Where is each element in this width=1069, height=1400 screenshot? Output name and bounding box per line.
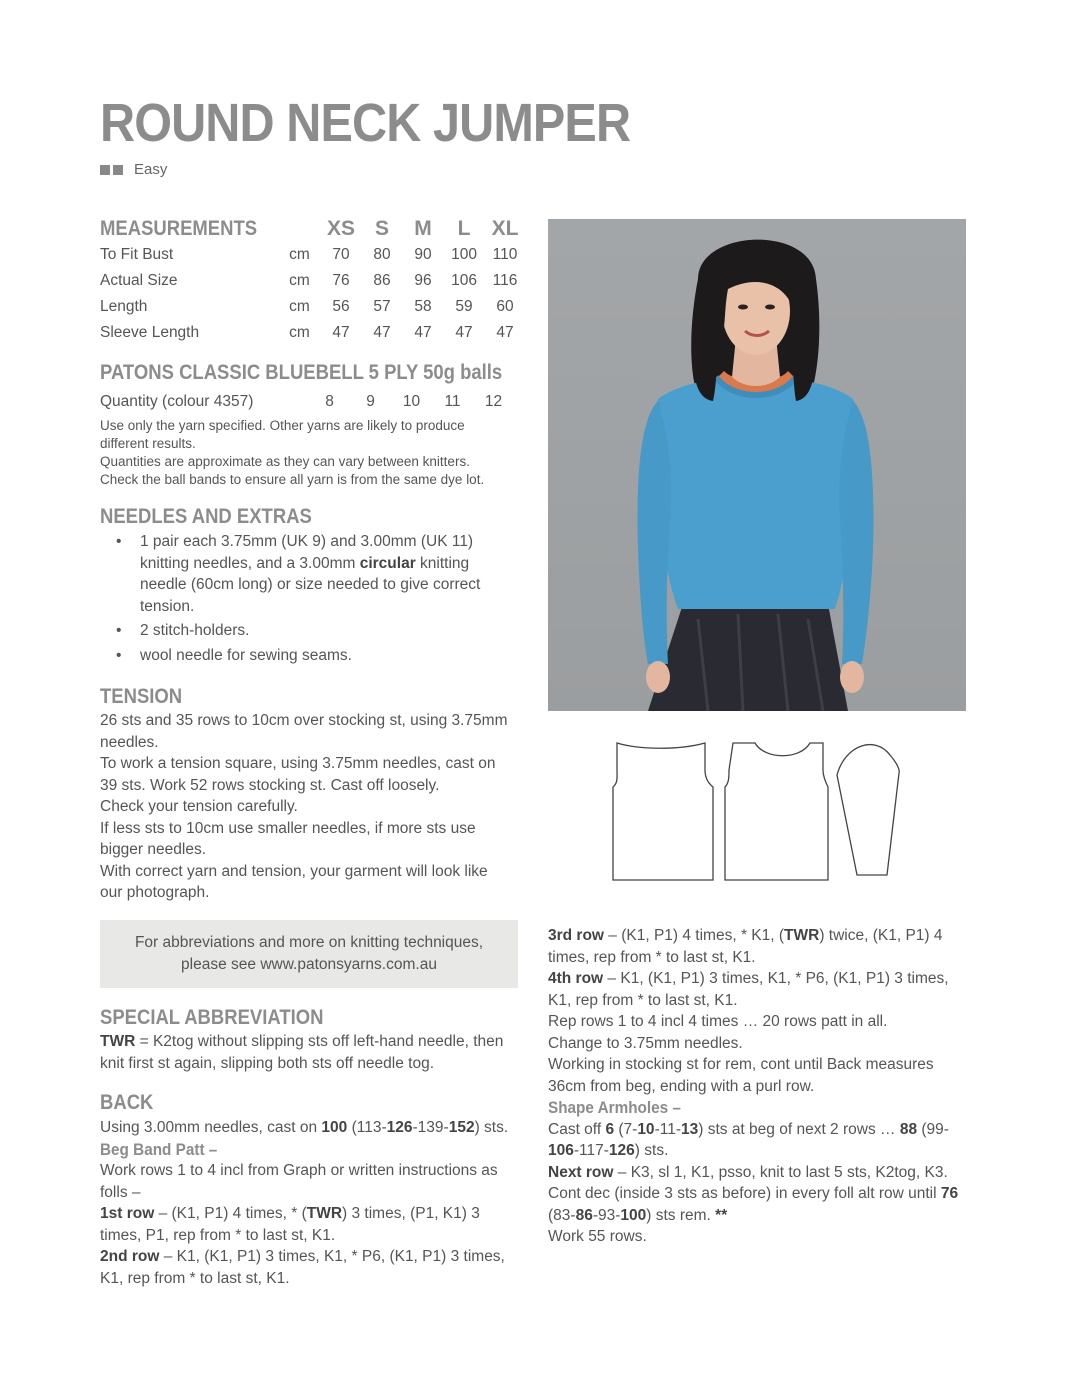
size-header: S (375, 217, 390, 240)
size-header: XL (491, 217, 519, 240)
cell-value: 116 (492, 272, 518, 289)
cell-value: 96 (414, 272, 432, 289)
paragraph: If less sts to 10cm use smaller needles, if more sts use bigger needles. (100, 819, 476, 858)
cell-value: 47 (332, 324, 350, 341)
back-instructions (100, 1117, 520, 1289)
cell-value: 90 (414, 246, 432, 263)
cell-value: 56 (332, 298, 350, 315)
paragraph: With correct yarn and tension, your garment will look like our photograph. (100, 862, 488, 901)
garment-schematics (605, 735, 905, 885)
measurements-table (100, 216, 526, 346)
difficulty-rating (100, 161, 167, 178)
row-unit: cm (289, 246, 310, 263)
special-abbreviation-heading: SPECIAL ABBREVIATION (100, 1006, 324, 1029)
note-line: For abbreviations and more on knitting techniques, (134, 934, 484, 951)
sleeve-schematic (837, 745, 899, 875)
table-row (100, 320, 526, 346)
paragraph: Using 3.00mm needles, cast on 100 (113-126-139-152) sts. (100, 1119, 509, 1136)
cell-value: 58 (414, 298, 432, 315)
model-photo (548, 219, 966, 711)
size-header: XS (327, 217, 356, 240)
yarn-heading: PATONS CLASSIC BLUEBELL 5 PLY 50g balls (100, 361, 503, 384)
cell-value: 47 (455, 324, 473, 341)
list-item: • wool needle for sewing seams. (140, 645, 510, 667)
yarn-note: Quantities are approximate as they can vary between knitters. Check the ball bands to ensure all yarn is from the same dye lot. (100, 454, 485, 487)
cell-value: 76 (332, 272, 350, 289)
back-schematic (613, 743, 713, 880)
cell-value: 110 (492, 246, 518, 263)
cell-value: 8 (325, 393, 334, 410)
table-row (100, 268, 526, 294)
tension-heading: TENSION (100, 685, 183, 708)
row-label: Sleeve Length (100, 324, 200, 341)
abbreviations-note-box (100, 920, 518, 988)
difficulty-square-icon (100, 165, 110, 175)
cell-value: 100 (451, 246, 477, 263)
paragraph: Check your tension carefully. (100, 798, 298, 815)
cell-value: 86 (373, 272, 391, 289)
cell-value: 80 (373, 246, 391, 263)
needles-list (100, 531, 510, 669)
row-label: Length (100, 298, 148, 315)
sub-heading: Beg Band Patt – (100, 1139, 218, 1159)
special-abbreviation-text: TWR = K2tog without slipping sts off left-hand needle, then knit first st again, slipping both sts off needle tog. (100, 1033, 504, 1072)
paragraph: To work a tension square, using 3.75mm needles, cast on 39 sts. Work 52 rows stocking st. Cast off loosely. (100, 755, 496, 794)
difficulty-label: Easy (134, 161, 168, 178)
paragraph: Work rows 1 to 4 incl from Graph or written instructions as folls – (100, 1162, 498, 1201)
list-item: • 2 stitch-holders. (140, 620, 510, 642)
list-item: • 1 pair each 3.75mm (UK 9) and 3.00mm (UK 11) knitting needles, and a 3.00mm circular knitting needle (60cm long) or size needed to give correct tension. (140, 531, 510, 617)
row-unit: cm (289, 324, 310, 341)
paragraph: Cont dec (inside 3 sts as before) in every foll alt row until 76 (83-86-93-100) sts rem. ** (548, 1185, 959, 1224)
cell-value: 9 (366, 393, 375, 410)
front-schematic (725, 743, 828, 880)
tension-text (100, 710, 510, 904)
row-label: Actual Size (100, 272, 178, 289)
pattern-row: 1st row – (K1, P1) 4 times, * (TWR) 3 times, (P1, K1) 3 times, P1, rep from * to last st, K1. (100, 1205, 480, 1244)
paragraph: Cast off 6 (7-10-11-13) sts at beg of next 2 rows … 88 (99-106-117-126) sts. (548, 1120, 949, 1159)
pattern-row: 3rd row – (K1, P1) 4 times, * K1, (TWR) twice, (K1, P1) 4 times, rep from * to last st, K1. (548, 927, 943, 966)
paragraph: Change to 3.75mm needles. (548, 1034, 743, 1052)
table-row (100, 242, 526, 268)
cell-value: 59 (455, 298, 473, 315)
row-label: To Fit Bust (100, 246, 174, 263)
cell-value: 60 (496, 298, 514, 315)
sub-heading: Shape Armholes – (548, 1098, 681, 1117)
note-link[interactable]: please see www.patonsyarns.com.au (181, 956, 437, 973)
cell-value: 47 (414, 324, 432, 341)
cell-value: 70 (332, 246, 350, 263)
table-row (100, 389, 514, 415)
page-title: ROUND NECK JUMPER (100, 93, 631, 153)
pattern-row: 2nd row – K1, (K1, P1) 3 times, K1, * P6, (K1, P1) 3 times, K1, rep from * to last st, K1. (100, 1248, 505, 1287)
row-unit: cm (289, 272, 310, 289)
yarn-quantity-table (100, 389, 514, 415)
abbreviation-term: TWR (100, 1033, 136, 1050)
difficulty-square-icon (113, 165, 123, 175)
cell-value: 57 (373, 298, 391, 315)
needles-heading: NEEDLES AND EXTRAS (100, 505, 312, 528)
yarn-note: Use only the yarn specified. Other yarns are likely to produce different results. (100, 418, 465, 451)
table-row (100, 294, 526, 320)
back-instructions-continued (548, 925, 968, 1248)
paragraph: 26 sts and 35 rows to 10cm over stocking st, using 3.75mm needles. (100, 712, 508, 751)
row-unit: cm (289, 298, 310, 315)
size-header: M (414, 217, 432, 240)
pattern-row: 4th row – K1, (K1, P1) 3 times, K1, * P6, (K1, P1) 3 times, K1, rep from * to last st, K1. (548, 970, 949, 1009)
back-heading: BACK (100, 1091, 154, 1114)
pattern-row: Next row – K3, sl 1, K1, psso, knit to last 5 sts, K2tog, K3. (548, 1163, 948, 1181)
size-header: L (457, 217, 471, 240)
paragraph: Rep rows 1 to 4 incl 4 times … 20 rows patt in all. (548, 1013, 888, 1030)
measurements-heading: MEASUREMENTS (100, 217, 258, 240)
cell-value: 106 (451, 272, 477, 289)
yarn-notes (100, 417, 510, 489)
cell-value: 10 (402, 393, 421, 410)
cell-value: 47 (373, 324, 391, 341)
quantity-label: Quantity (colour 4357) (100, 393, 254, 410)
paragraph: Working in stocking st for rem, cont until Back measures 36cm from beg, ending with a purl row. (548, 1056, 934, 1095)
cell-value: 11 (444, 393, 461, 410)
cell-value: 47 (496, 324, 514, 341)
paragraph: Work 55 rows. (548, 1228, 647, 1245)
cell-value: 12 (484, 393, 503, 410)
